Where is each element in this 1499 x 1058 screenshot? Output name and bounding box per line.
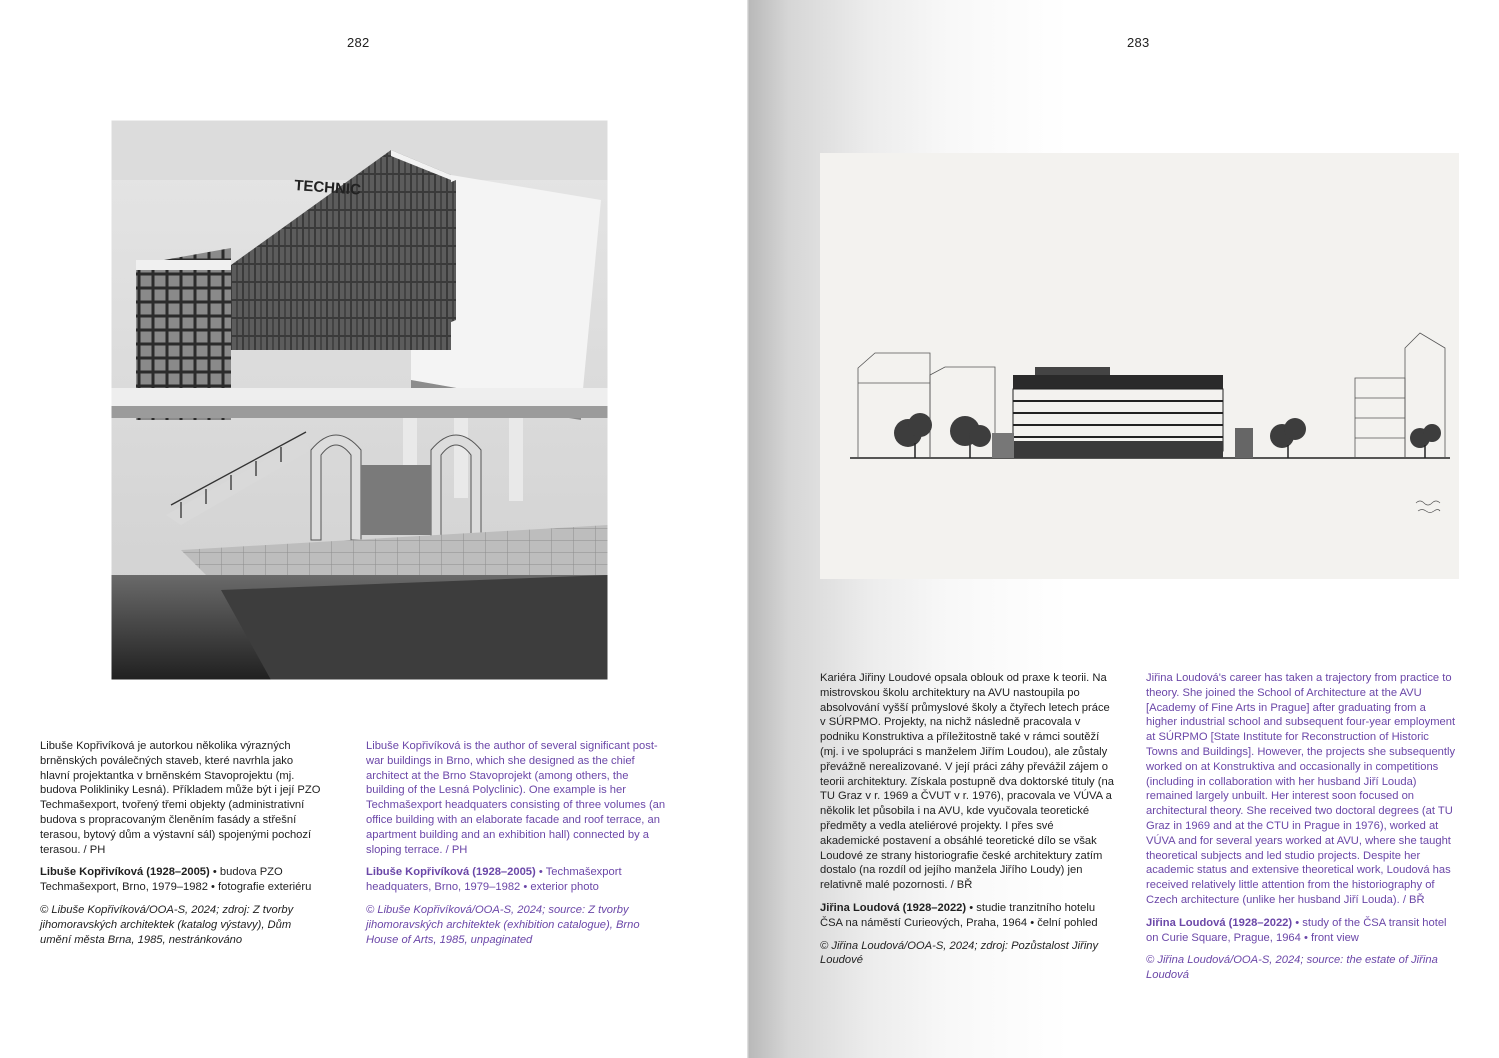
elevation-drawing-image bbox=[820, 153, 1459, 579]
right-cz-body: Kariéra Jiřiny Loudové opsala oblouk od praxe k teorii. Na mistrovskou školu architektury na AVU nastoupila po absolvování vyšší průmyslové školy a čtyřech letech práce v SÚRPMO. Projekty, na nichž následně pracovala v podniku Konstruktiva a příležitostně také v rámci soutěží (mj. i ve spolupráci s manželem Jiřím Loudou), ale zůstaly převážně nerealizované. V její práci záhy převážil zájem o teorii architektury. Získala postupně dva doktorské tituly (na TU Graz v r. 1969 a ČVUT v r. 1976), pracovala ve VÚVA a několik let působila i na AVU, kde vyučovala teoretické předměty a vedla ateliérové projekty. I přes své akademické postavení a obsáhlé teoretické dílo se však Loudové ze strany historiografie české architektury zatím dostalo (na rozdíl od jejího manžela Jiřího Loudy) jen relativně malé pozornosti. / BŘ bbox=[820, 672, 1114, 892]
right-en-caption-text: • study of the ČSA transit hotel on Curie Square, Prague, 1964 • front view bbox=[1146, 916, 1447, 944]
left-en-credit: © Libuše Kopřivíková/OOA-S, 2024; source: Z tvorby jihomoravských architektek (exhibition catalogue), Brno House of Arts, 1985, unpaginated bbox=[366, 903, 640, 946]
techmasexport-photo bbox=[111, 120, 608, 680]
right-cz-column bbox=[820, 671, 1116, 976]
right-cz-caption-text: • studie tranzitního hotelu ČSA na náměstí Curieových, Praha, 1964 • čelní pohled bbox=[820, 901, 1098, 929]
left-en-caption-text: • Techmašexport headquaters, Brno, 1979–1982 • exterior photo bbox=[366, 866, 622, 894]
left-cz-caption bbox=[40, 865, 325, 895]
right-en-caption-name: Jiřina Loudová (1928–2022) bbox=[1146, 916, 1293, 929]
left-cz-body: Libuše Kopřivíková je autorkou několika výrazných brněnských poválečných staveb, které navrhla jako hlavní projektantka v brněnském Stavoprojektu (mj. budova Polikliniky Lesná). Příkladem může být i její PZO Techmašexport, tvořený třemi objekty (administrativní budova s propracovaným členěním fasády a střešní terasou, bytový dům a výstavní sál) spojenými pochozí terasou. / PH bbox=[40, 740, 321, 856]
building-sign-text: TECHNIC bbox=[293, 177, 362, 199]
right-cz-caption bbox=[820, 901, 1116, 931]
building-photo-image bbox=[111, 120, 608, 680]
left-cz-column bbox=[40, 739, 325, 955]
left-en-column bbox=[366, 739, 666, 955]
left-cz-caption-name: Libuše Kopřivíková (1928–2005) bbox=[40, 866, 210, 879]
right-cz-credit: © Jiřina Loudová/OOA-S, 2024; zdroj: Pozůstalost Jiřiny Loudové bbox=[820, 939, 1099, 967]
right-cz-caption-name: Jiřina Loudová (1928–2022) bbox=[820, 901, 967, 914]
left-en-caption-name: Libuše Kopřivíková (1928–2005) bbox=[366, 866, 536, 879]
right-en-caption bbox=[1146, 916, 1457, 946]
left-en-caption bbox=[366, 865, 666, 895]
right-page bbox=[749, 0, 1499, 1058]
right-en-credit: © Jiřina Loudová/OOA-S, 2024; source: the estate of Jiřina Loudová bbox=[1146, 954, 1438, 982]
left-page bbox=[0, 0, 749, 1058]
page-number-left: 282 bbox=[347, 35, 370, 50]
hotel-elevation-drawing bbox=[820, 153, 1459, 579]
left-cz-credit: © Libuše Kopřivíková/OOA-S, 2024; zdroj: Z tvorby jihomoravských architektek (katalog výstavy), Dům umění města Brna, 1985, nestránkováno bbox=[40, 903, 294, 946]
left-en-body: Libuše Kopřivíková is the author of several significant post-war buildings in Brno, which she designed as the chief architect at the Brno Stavoprojekt (among others, the building of the Lesná Polyclinic). One example is her Techmašexport headquaters consisting of three volumes (an office building with an elaborate facade and roof terrace, an apartment building and an exhibition hall) connected by a sloping terrace. / PH bbox=[366, 740, 666, 856]
page-number-right: 283 bbox=[1127, 35, 1150, 50]
right-en-column bbox=[1146, 671, 1457, 991]
left-cz-caption-text: • budova PZO Techmašexport, Brno, 1979–1982 • fotografie exteriéru bbox=[40, 866, 312, 894]
right-en-body: Jiřina Loudová's career has taken a trajectory from practice to theory. She joined the School of Architecture at the AVU [Academy of Fine Arts in Prague] after graduating from a higher industrial school and subsequent four-year employment at SÚRPMO [State Institute for Reconstruction of Historic Towns and Buildings]. However, the projects she subsequently worked on at Konstruktiva and occasionally in competitions (including in collaboration with her husband Jiří Louda) remained largely unbuilt. Her interest soon focused on architectural theory. She received two doctoral degrees (at TU Graz in 1969 and at the CTU in Prague in 1976), worked at VÚVA and for several years worked at AVU, where she taught theoretical subjects and led studio projects. Despite her academic status and extensive theoretical work, Loudová has received relatively little attention from the historiography of Czech architecture (unlike her husband Jiří Louda). / BŘ bbox=[1146, 672, 1456, 906]
